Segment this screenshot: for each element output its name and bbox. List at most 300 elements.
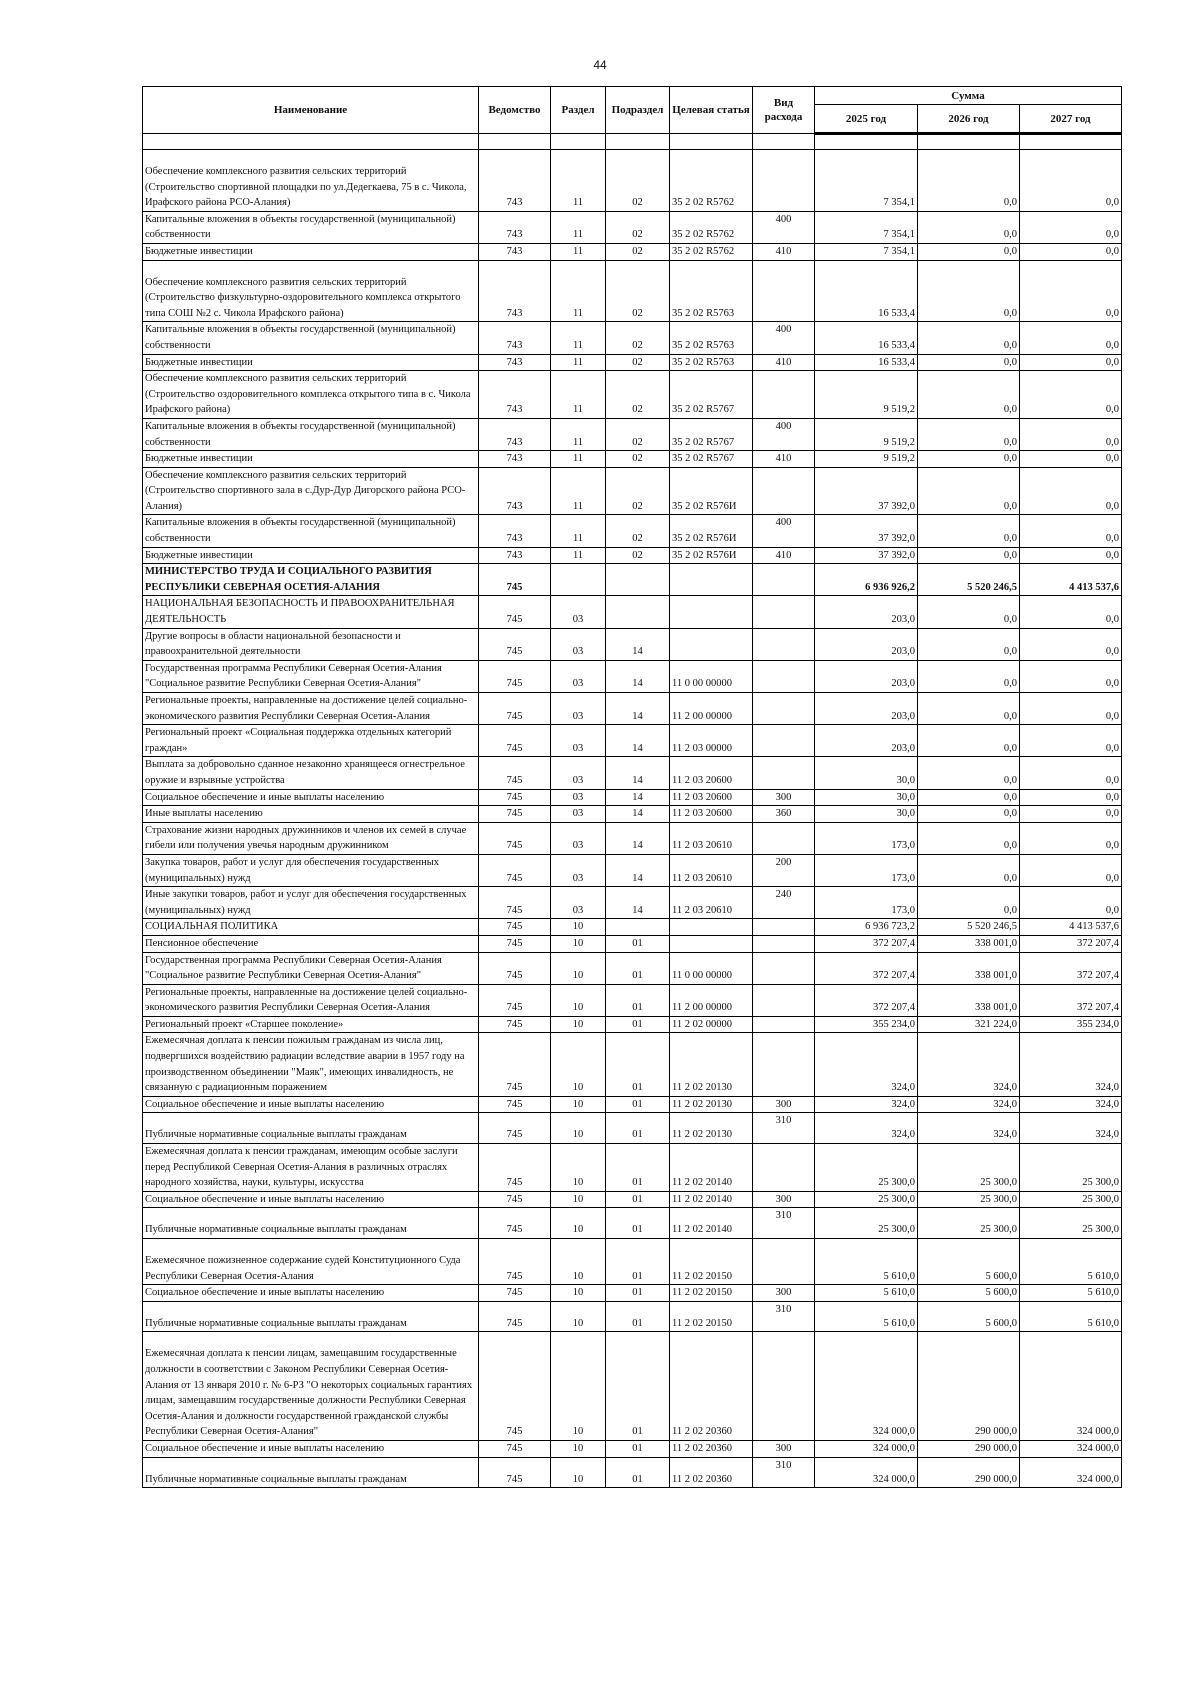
cell-amount-2025: 16 533,4 xyxy=(815,354,918,371)
table-row xyxy=(143,515,1122,547)
cell-name: Бюджетные инвестиции xyxy=(143,243,479,260)
cell-razdel: 03 xyxy=(551,660,606,692)
cell-vedomstvo: 743 xyxy=(479,467,551,515)
cell-amount-2027: 0,0 xyxy=(1020,371,1122,419)
cell-amount-2027: 0,0 xyxy=(1020,887,1122,919)
cell-tselevaya-statya xyxy=(670,935,753,952)
cell-amount-2026: 338 001,0 xyxy=(918,935,1020,952)
cell-vedomstvo: 743 xyxy=(479,418,551,450)
table-row xyxy=(143,1440,1122,1457)
cell-podrazdel: 02 xyxy=(606,354,670,371)
cell-tselevaya-statya: 11 2 02 20130 xyxy=(670,1113,753,1144)
cell-amount-2025: 37 392,0 xyxy=(815,547,918,564)
cell-tselevaya-statya: 11 0 00 00000 xyxy=(670,660,753,692)
cell-name: Капитальные вложения в объекты государственной (муниципальной) собственности xyxy=(143,211,479,243)
cell-vid-raskhoda: 310 xyxy=(753,1208,815,1239)
table-row xyxy=(143,1113,1122,1144)
cell-name: Обеспечение комплексного развития сельских территорий (Строительство физкультурно-оздоровительного комплекса открытого типа СОШ №2 с. Чикола Ирафского района) xyxy=(143,260,479,322)
cell-amount-2026: 0,0 xyxy=(918,822,1020,854)
cell-vedomstvo: 743 xyxy=(479,354,551,371)
cell-razdel: 10 xyxy=(551,1285,606,1302)
header-year-2025: 2025 год xyxy=(815,105,918,134)
cell-vedomstvo: 745 xyxy=(479,984,551,1016)
cell-amount-2027: 0,0 xyxy=(1020,547,1122,564)
cell-name: Закупка товаров, работ и услуг для обеспечения государственных (муниципальных) нужд xyxy=(143,854,479,886)
table-row xyxy=(143,467,1122,515)
cell-vedomstvo: 745 xyxy=(479,822,551,854)
cell-vid-raskhoda: 310 xyxy=(753,1301,815,1332)
cell-vid-raskhoda xyxy=(753,660,815,692)
cell-razdel: 11 xyxy=(551,371,606,419)
cell-vid-raskhoda xyxy=(753,596,815,628)
cell-name: Социальное обеспечение и иные выплаты населению xyxy=(143,1096,479,1113)
cell-amount-2025: 324 000,0 xyxy=(815,1440,918,1457)
cell-name: Региональные проекты, направленные на достижение целей социально-экономического развития Республики Северная Осетия-Алания xyxy=(143,984,479,1016)
cell-amount-2027: 324 000,0 xyxy=(1020,1332,1122,1441)
cell-razdel: 03 xyxy=(551,806,606,823)
cell-vid-raskhoda xyxy=(753,1332,815,1441)
table-row xyxy=(143,952,1122,984)
cell-amount-2025: 324,0 xyxy=(815,1113,918,1144)
cell-amount-2027: 0,0 xyxy=(1020,243,1122,260)
table-row xyxy=(143,1285,1122,1302)
cell-tselevaya-statya: 11 2 02 20360 xyxy=(670,1332,753,1441)
cell-amount-2027: 0,0 xyxy=(1020,322,1122,354)
cell-razdel: 10 xyxy=(551,1144,606,1192)
cell-amount-2027: 0,0 xyxy=(1020,789,1122,806)
cell-vedomstvo: 745 xyxy=(479,1301,551,1332)
cell-razdel: 11 xyxy=(551,354,606,371)
cell-amount-2025: 324,0 xyxy=(815,1096,918,1113)
cell-vid-raskhoda: 300 xyxy=(753,789,815,806)
cell-razdel: 11 xyxy=(551,150,606,212)
cell-amount-2026: 290 000,0 xyxy=(918,1457,1020,1488)
cell-amount-2025: 203,0 xyxy=(815,693,918,725)
cell-tselevaya-statya xyxy=(670,919,753,936)
table-row xyxy=(143,150,1122,212)
cell-tselevaya-statya: 11 2 03 20610 xyxy=(670,854,753,886)
cell-amount-2025: 7 354,1 xyxy=(815,211,918,243)
cell-amount-2026: 25 300,0 xyxy=(918,1208,1020,1239)
cell-name: Пенсионное обеспечение xyxy=(143,935,479,952)
cell-amount-2026: 0,0 xyxy=(918,725,1020,757)
cell-amount-2025: 16 533,4 xyxy=(815,322,918,354)
cell-razdel: 11 xyxy=(551,547,606,564)
table-row xyxy=(143,322,1122,354)
cell-amount-2027: 5 610,0 xyxy=(1020,1285,1122,1302)
page-number: 44 xyxy=(593,58,607,72)
cell-amount-2026: 25 300,0 xyxy=(918,1191,1020,1208)
cell-vid-raskhoda xyxy=(753,935,815,952)
cell-vedomstvo: 745 xyxy=(479,628,551,660)
cell-name: Публичные нормативные социальные выплаты гражданам xyxy=(143,1208,479,1239)
cell-vid-raskhoda xyxy=(753,260,815,322)
cell-name: Иные выплаты населению xyxy=(143,806,479,823)
cell-amount-2026: 290 000,0 xyxy=(918,1440,1020,1457)
cell-amount-2026: 324,0 xyxy=(918,1096,1020,1113)
cell-vedomstvo: 745 xyxy=(479,1016,551,1033)
cell-name: Ежемесячная доплата к пенсии лицам, замещавшим государственные должности в соответствии с Законом Республики Северная Осетия-Алания от 13 января 2010 г. № 6-РЗ "О некоторых социальных гарантиях лицам, замещавшим государственные должности Республики Северная Осетия-Алания и должности государственной гражданской службы Республики Северная Осетия-Алания" xyxy=(143,1332,479,1441)
cell-amount-2025: 203,0 xyxy=(815,725,918,757)
cell-vedomstvo: 745 xyxy=(479,854,551,886)
cell-name: Бюджетные инвестиции xyxy=(143,547,479,564)
cell-amount-2025: 5 610,0 xyxy=(815,1239,918,1285)
cell-amount-2027: 0,0 xyxy=(1020,757,1122,789)
cell-vid-raskhoda xyxy=(753,371,815,419)
cell-amount-2025: 37 392,0 xyxy=(815,467,918,515)
cell-razdel: 03 xyxy=(551,628,606,660)
budget-table xyxy=(142,86,1122,1488)
cell-name: Обеспечение комплексного развития сельских территорий (Строительство спортивного зала в с.Дур-Дур Дигорского района РСО-Алания) xyxy=(143,467,479,515)
table-row xyxy=(143,418,1122,450)
cell-amount-2025: 372 207,4 xyxy=(815,952,918,984)
cell-tselevaya-statya: 11 2 02 20360 xyxy=(670,1440,753,1457)
cell-name: МИНИСТЕРСТВО ТРУДА И СОЦИАЛЬНОГО РАЗВИТИЯ РЕСПУБЛИКИ СЕВЕРНАЯ ОСЕТИЯ-АЛАНИЯ xyxy=(143,564,479,596)
cell-podrazdel: 01 xyxy=(606,1096,670,1113)
cell-amount-2025: 173,0 xyxy=(815,887,918,919)
table-row xyxy=(143,371,1122,419)
cell-amount-2027: 372 207,4 xyxy=(1020,984,1122,1016)
cell-podrazdel: 14 xyxy=(606,693,670,725)
cell-vedomstvo: 743 xyxy=(479,547,551,564)
cell-vid-raskhoda: 200 xyxy=(753,854,815,886)
header-year-2026: 2026 год xyxy=(918,105,1020,134)
cell-podrazdel: 02 xyxy=(606,515,670,547)
cell-razdel: 10 xyxy=(551,1208,606,1239)
cell-amount-2026: 0,0 xyxy=(918,693,1020,725)
cell-name: Обеспечение комплексного развития сельских территорий (Строительство оздоровительного комплекса открытого типа в с. Чикола Ирафского района) xyxy=(143,371,479,419)
cell-amount-2027: 0,0 xyxy=(1020,418,1122,450)
header-gap-row xyxy=(143,134,1122,150)
cell-amount-2026: 0,0 xyxy=(918,854,1020,886)
cell-vedomstvo: 745 xyxy=(479,806,551,823)
cell-podrazdel: 14 xyxy=(606,789,670,806)
cell-amount-2027: 324 000,0 xyxy=(1020,1440,1122,1457)
cell-amount-2026: 0,0 xyxy=(918,451,1020,468)
cell-vedomstvo: 745 xyxy=(479,757,551,789)
cell-amount-2025: 25 300,0 xyxy=(815,1191,918,1208)
cell-razdel: 10 xyxy=(551,1440,606,1457)
cell-vedomstvo: 745 xyxy=(479,564,551,596)
cell-tselevaya-statya: 35 2 02 R5763 xyxy=(670,260,753,322)
cell-amount-2026: 0,0 xyxy=(918,806,1020,823)
cell-vedomstvo: 745 xyxy=(479,1096,551,1113)
table-row xyxy=(143,919,1122,936)
cell-amount-2027: 355 234,0 xyxy=(1020,1016,1122,1033)
cell-vid-raskhoda xyxy=(753,628,815,660)
cell-tselevaya-statya: 11 2 02 20140 xyxy=(670,1144,753,1192)
cell-tselevaya-statya: 11 2 00 00000 xyxy=(670,693,753,725)
table-row xyxy=(143,757,1122,789)
table-row xyxy=(143,1096,1122,1113)
cell-vedomstvo: 745 xyxy=(479,693,551,725)
header-tselevaya-statya: Целевая статья xyxy=(670,87,753,134)
table-row xyxy=(143,1208,1122,1239)
cell-podrazdel: 01 xyxy=(606,1208,670,1239)
cell-podrazdel: 14 xyxy=(606,806,670,823)
table-row xyxy=(143,725,1122,757)
cell-vedomstvo: 745 xyxy=(479,919,551,936)
cell-amount-2026: 0,0 xyxy=(918,371,1020,419)
cell-podrazdel: 01 xyxy=(606,984,670,1016)
cell-tselevaya-statya: 35 2 02 R5762 xyxy=(670,243,753,260)
cell-razdel: 10 xyxy=(551,1301,606,1332)
table-row xyxy=(143,354,1122,371)
cell-amount-2026: 324,0 xyxy=(918,1033,1020,1096)
cell-podrazdel: 14 xyxy=(606,628,670,660)
cell-vid-raskhoda: 410 xyxy=(753,354,815,371)
cell-vid-raskhoda: 240 xyxy=(753,887,815,919)
cell-podrazdel: 01 xyxy=(606,1457,670,1488)
cell-amount-2027: 372 207,4 xyxy=(1020,935,1122,952)
table-row xyxy=(143,596,1122,628)
cell-amount-2026: 0,0 xyxy=(918,596,1020,628)
cell-podrazdel xyxy=(606,919,670,936)
cell-amount-2025: 30,0 xyxy=(815,806,918,823)
cell-name: Бюджетные инвестиции xyxy=(143,451,479,468)
cell-podrazdel: 01 xyxy=(606,952,670,984)
cell-name: Капитальные вложения в объекты государственной (муниципальной) собственности xyxy=(143,515,479,547)
cell-podrazdel: 01 xyxy=(606,1332,670,1441)
cell-razdel: 11 xyxy=(551,322,606,354)
cell-tselevaya-statya: 11 2 02 20140 xyxy=(670,1208,753,1239)
cell-razdel: 11 xyxy=(551,260,606,322)
cell-razdel: 11 xyxy=(551,451,606,468)
cell-razdel: 03 xyxy=(551,596,606,628)
cell-amount-2026: 0,0 xyxy=(918,467,1020,515)
cell-podrazdel: 02 xyxy=(606,467,670,515)
cell-name: Социальное обеспечение и иные выплаты населению xyxy=(143,1440,479,1457)
cell-name: Публичные нормативные социальные выплаты гражданам xyxy=(143,1301,479,1332)
cell-name: Выплата за добровольно сданное незаконно хранящееся огнестрельное оружие и взрывные устройства xyxy=(143,757,479,789)
cell-amount-2025: 173,0 xyxy=(815,822,918,854)
table-row xyxy=(143,789,1122,806)
cell-podrazdel: 14 xyxy=(606,757,670,789)
cell-tselevaya-statya xyxy=(670,564,753,596)
cell-tselevaya-statya: 35 2 02 R5767 xyxy=(670,418,753,450)
cell-amount-2026: 0,0 xyxy=(918,260,1020,322)
table-row xyxy=(143,211,1122,243)
cell-vid-raskhoda: 400 xyxy=(753,322,815,354)
cell-amount-2027: 0,0 xyxy=(1020,260,1122,322)
cell-amount-2025: 30,0 xyxy=(815,757,918,789)
cell-vedomstvo: 745 xyxy=(479,1440,551,1457)
cell-vedomstvo: 743 xyxy=(479,451,551,468)
cell-podrazdel: 02 xyxy=(606,150,670,212)
table-row xyxy=(143,564,1122,596)
cell-name: Бюджетные инвестиции xyxy=(143,354,479,371)
cell-podrazdel: 14 xyxy=(606,887,670,919)
cell-amount-2025: 372 207,4 xyxy=(815,984,918,1016)
cell-name: Социальное обеспечение и иные выплаты населению xyxy=(143,1285,479,1302)
cell-vid-raskhoda: 300 xyxy=(753,1285,815,1302)
cell-amount-2027: 0,0 xyxy=(1020,628,1122,660)
cell-vedomstvo: 745 xyxy=(479,952,551,984)
cell-vid-raskhoda xyxy=(753,467,815,515)
cell-amount-2025: 324 000,0 xyxy=(815,1457,918,1488)
cell-vedomstvo: 745 xyxy=(479,935,551,952)
cell-amount-2027: 0,0 xyxy=(1020,854,1122,886)
cell-name: Иные закупки товаров, работ и услуг для обеспечения государственных (муниципальных) нужд xyxy=(143,887,479,919)
cell-razdel: 11 xyxy=(551,243,606,260)
cell-amount-2026: 338 001,0 xyxy=(918,952,1020,984)
cell-tselevaya-statya: 11 2 03 20600 xyxy=(670,806,753,823)
cell-name: Социальное обеспечение и иные выплаты населению xyxy=(143,1191,479,1208)
cell-vedomstvo: 745 xyxy=(479,789,551,806)
table-row xyxy=(143,854,1122,886)
cell-razdel: 10 xyxy=(551,1016,606,1033)
cell-vid-raskhoda: 400 xyxy=(753,211,815,243)
cell-podrazdel: 02 xyxy=(606,322,670,354)
cell-vid-raskhoda: 300 xyxy=(753,1440,815,1457)
cell-podrazdel: 02 xyxy=(606,243,670,260)
cell-vedomstvo: 745 xyxy=(479,660,551,692)
table-row xyxy=(143,1191,1122,1208)
table-row xyxy=(143,822,1122,854)
cell-vid-raskhoda xyxy=(753,1016,815,1033)
cell-vedomstvo: 745 xyxy=(479,887,551,919)
cell-amount-2026: 5 600,0 xyxy=(918,1285,1020,1302)
cell-amount-2025: 203,0 xyxy=(815,596,918,628)
cell-tselevaya-statya: 11 2 02 00000 xyxy=(670,1016,753,1033)
table-row xyxy=(143,806,1122,823)
cell-amount-2025: 324,0 xyxy=(815,1033,918,1096)
cell-podrazdel: 01 xyxy=(606,1285,670,1302)
table-row xyxy=(143,1033,1122,1096)
cell-amount-2025: 30,0 xyxy=(815,789,918,806)
cell-razdel: 03 xyxy=(551,854,606,886)
cell-amount-2027: 0,0 xyxy=(1020,211,1122,243)
cell-amount-2025: 355 234,0 xyxy=(815,1016,918,1033)
table-row xyxy=(143,1332,1122,1441)
cell-amount-2026: 5 520 246,5 xyxy=(918,564,1020,596)
cell-vid-raskhoda xyxy=(753,725,815,757)
cell-amount-2025: 173,0 xyxy=(815,854,918,886)
cell-amount-2025: 7 354,1 xyxy=(815,243,918,260)
cell-tselevaya-statya: 35 2 02 R5767 xyxy=(670,371,753,419)
cell-tselevaya-statya: 35 2 02 R576И xyxy=(670,467,753,515)
cell-amount-2027: 5 610,0 xyxy=(1020,1239,1122,1285)
cell-amount-2027: 0,0 xyxy=(1020,596,1122,628)
cell-vedomstvo: 745 xyxy=(479,596,551,628)
cell-tselevaya-statya: 11 0 00 00000 xyxy=(670,952,753,984)
cell-podrazdel xyxy=(606,564,670,596)
cell-razdel xyxy=(551,564,606,596)
cell-podrazdel: 14 xyxy=(606,660,670,692)
table-row xyxy=(143,887,1122,919)
cell-podrazdel xyxy=(606,596,670,628)
cell-podrazdel: 01 xyxy=(606,935,670,952)
cell-name: Региональный проект «Социальная поддержка отдельных категорий граждан» xyxy=(143,725,479,757)
cell-amount-2026: 0,0 xyxy=(918,660,1020,692)
cell-vedomstvo: 745 xyxy=(479,1113,551,1144)
cell-amount-2027: 0,0 xyxy=(1020,150,1122,212)
cell-name: Публичные нормативные социальные выплаты гражданам xyxy=(143,1457,479,1488)
cell-amount-2026: 0,0 xyxy=(918,150,1020,212)
header-vedomstvo: Ведомство xyxy=(479,87,551,134)
cell-podrazdel: 02 xyxy=(606,211,670,243)
cell-amount-2026: 25 300,0 xyxy=(918,1144,1020,1192)
cell-razdel: 03 xyxy=(551,725,606,757)
cell-amount-2025: 5 610,0 xyxy=(815,1285,918,1302)
cell-podrazdel: 01 xyxy=(606,1191,670,1208)
cell-amount-2027: 0,0 xyxy=(1020,354,1122,371)
cell-amount-2027: 4 413 537,6 xyxy=(1020,564,1122,596)
cell-name: Капитальные вложения в объекты государственной (муниципальной) собственности xyxy=(143,418,479,450)
cell-name: СОЦИАЛЬНАЯ ПОЛИТИКА xyxy=(143,919,479,936)
cell-amount-2025: 7 354,1 xyxy=(815,150,918,212)
cell-amount-2026: 0,0 xyxy=(918,887,1020,919)
cell-podrazdel: 01 xyxy=(606,1016,670,1033)
table-row xyxy=(143,1457,1122,1488)
cell-name: Ежемесячная доплата к пенсии гражданам, имеющим особые заслуги перед Республикой Северная Осетия-Алания в различных отраслях народного хозяйства, науки, культуры, искусства xyxy=(143,1144,479,1192)
cell-podrazdel: 14 xyxy=(606,854,670,886)
cell-amount-2026: 0,0 xyxy=(918,515,1020,547)
cell-name: Государственная программа Республики Северная Осетия-Алания "Социальное развитие Республики Северная Осетия-Алания" xyxy=(143,952,479,984)
cell-amount-2026: 0,0 xyxy=(918,322,1020,354)
cell-tselevaya-statya: 11 2 03 00000 xyxy=(670,725,753,757)
cell-amount-2025: 6 936 926,2 xyxy=(815,564,918,596)
cell-vid-raskhoda xyxy=(753,150,815,212)
cell-amount-2027: 0,0 xyxy=(1020,725,1122,757)
cell-vid-raskhoda: 360 xyxy=(753,806,815,823)
cell-amount-2027: 324,0 xyxy=(1020,1096,1122,1113)
cell-razdel: 10 xyxy=(551,1096,606,1113)
cell-vedomstvo: 743 xyxy=(479,211,551,243)
cell-tselevaya-statya: 11 2 03 20610 xyxy=(670,822,753,854)
cell-amount-2026: 0,0 xyxy=(918,418,1020,450)
cell-tselevaya-statya: 11 2 00 00000 xyxy=(670,984,753,1016)
cell-amount-2025: 25 300,0 xyxy=(815,1208,918,1239)
table-row xyxy=(143,1239,1122,1285)
cell-vid-raskhoda: 410 xyxy=(753,451,815,468)
cell-tselevaya-statya: 11 2 02 20150 xyxy=(670,1301,753,1332)
cell-amount-2026: 0,0 xyxy=(918,789,1020,806)
cell-amount-2025: 324 000,0 xyxy=(815,1332,918,1441)
cell-amount-2027: 25 300,0 xyxy=(1020,1144,1122,1192)
cell-name: Социальное обеспечение и иные выплаты населению xyxy=(143,789,479,806)
table-row xyxy=(143,935,1122,952)
cell-amount-2027: 324,0 xyxy=(1020,1113,1122,1144)
cell-amount-2026: 0,0 xyxy=(918,757,1020,789)
cell-amount-2026: 0,0 xyxy=(918,354,1020,371)
cell-vid-raskhoda: 310 xyxy=(753,1113,815,1144)
cell-amount-2025: 5 610,0 xyxy=(815,1301,918,1332)
cell-vid-raskhoda xyxy=(753,1144,815,1192)
cell-amount-2026: 338 001,0 xyxy=(918,984,1020,1016)
cell-vid-raskhoda xyxy=(753,757,815,789)
cell-name: Другие вопросы в области национальной безопасности и правоохранительной деятельности xyxy=(143,628,479,660)
cell-vedomstvo: 743 xyxy=(479,243,551,260)
cell-amount-2025: 372 207,4 xyxy=(815,935,918,952)
cell-amount-2026: 5 600,0 xyxy=(918,1239,1020,1285)
cell-podrazdel: 14 xyxy=(606,725,670,757)
cell-name: Государственная программа Республики Северная Осетия-Алания "Социальное развитие Республики Северная Осетия-Алания" xyxy=(143,660,479,692)
cell-podrazdel: 01 xyxy=(606,1239,670,1285)
cell-podrazdel: 01 xyxy=(606,1033,670,1096)
cell-tselevaya-statya xyxy=(670,596,753,628)
cell-name: Региональный проект «Старшее поколение» xyxy=(143,1016,479,1033)
cell-razdel: 03 xyxy=(551,757,606,789)
cell-vedomstvo: 745 xyxy=(479,1033,551,1096)
cell-vid-raskhoda xyxy=(753,693,815,725)
cell-amount-2026: 0,0 xyxy=(918,628,1020,660)
table-row xyxy=(143,243,1122,260)
cell-tselevaya-statya: 35 2 02 R5762 xyxy=(670,211,753,243)
cell-vid-raskhoda xyxy=(753,1239,815,1285)
cell-razdel: 10 xyxy=(551,1033,606,1096)
cell-amount-2025: 25 300,0 xyxy=(815,1144,918,1192)
